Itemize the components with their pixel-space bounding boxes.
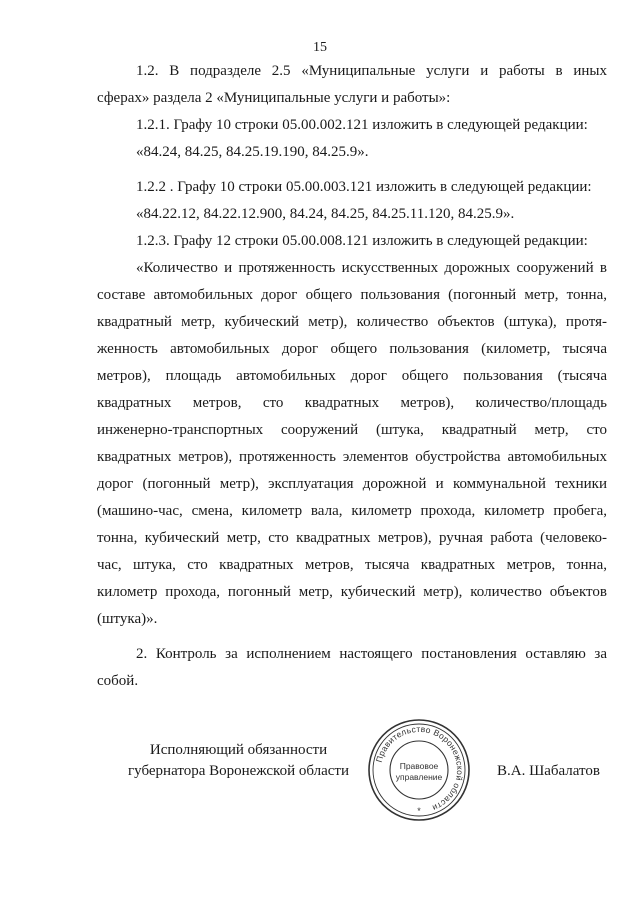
document-body bbox=[97, 58, 607, 695]
paragraph-line: (машино-час, смена, километр вала, километр прохода, километр пробега, bbox=[97, 503, 607, 519]
stamp-ring-text: Правительство Воронежской области bbox=[373, 723, 466, 814]
paragraph-1-2-2-codes: «84.22.12, 84.22.12.900, 84.24, 84.25, 84.25.11.120, 84.25.9». bbox=[136, 206, 515, 222]
paragraph-line: инженерно-транспортных сооружений (штука, квадратный метр, сто bbox=[97, 422, 607, 438]
paragraph-line: километр прохода, погонный метр, кубический метр), количество объектов bbox=[97, 584, 607, 600]
paragraph-line: 1.2. В подразделе 2.5 «Муниципальные услуги и работы в иных bbox=[136, 63, 607, 79]
stamp-seal-graphic bbox=[366, 717, 472, 823]
stamp-center-text: управление bbox=[395, 772, 443, 782]
signatory-position-line: Исполняющий обязанности bbox=[149, 742, 328, 758]
signatory-position-line: губернатора Воронежской области bbox=[128, 763, 349, 779]
paragraph-line: квадратный метр, кубический метр), количество объектов (штука), протя- bbox=[97, 314, 607, 330]
page-number: 15 bbox=[313, 40, 327, 55]
signatory-position bbox=[128, 740, 349, 782]
paragraph-2 bbox=[97, 641, 607, 695]
paragraph-line: час, штука, сто квадратных метров, тысяча квадратных метров, тонна, bbox=[97, 557, 607, 573]
paragraph-line: тонна, кубический метр, сто квадратных метров), ручная работа (человеко- bbox=[97, 530, 607, 546]
paragraph-line: «Количество и протяженность искусственных дорожных сооружений в bbox=[136, 260, 607, 276]
paragraph-line: 2. Контроль за исполнением настоящего постановления оставляю за bbox=[136, 646, 607, 662]
paragraph-line: собой. bbox=[97, 673, 139, 689]
paragraph-line: квадратных метров), протяженность элементов обустройства автомобильных bbox=[97, 449, 607, 465]
official-stamp bbox=[366, 717, 472, 823]
paragraph-line: метров), площадь автомобильных дорог общего пользования (тысяча bbox=[97, 368, 607, 384]
stamp-center-text: Правовое bbox=[399, 761, 439, 771]
paragraph-1-2-1-title: 1.2.1. Графу 10 строки 05.00.002.121 изложить в следующей редакции: bbox=[136, 117, 588, 133]
paragraph-1-2-1-codes: «84.24, 84.25, 84.25.19.190, 84.25.9». bbox=[136, 144, 369, 160]
paragraph-line: квадратных метров, сто квадратных метров), количество/площадь bbox=[97, 395, 607, 411]
paragraph-1-2-3-title: 1.2.3. Графу 12 строки 05.00.008.121 изложить в следующей редакции: bbox=[136, 233, 588, 249]
paragraph-line: дорог (погонный метр), эксплуатация дорожной и коммунальной техники bbox=[97, 476, 607, 492]
paragraph-1-2 bbox=[97, 58, 607, 112]
paragraph-line: сферах» раздела 2 «Муниципальные услуги и работы»: bbox=[97, 90, 451, 106]
paragraph-line: (штука)». bbox=[97, 611, 158, 627]
paragraph-1-2-2-title: 1.2.2 . Графу 10 строки 05.00.003.121 изложить в следующей редакции: bbox=[136, 179, 592, 195]
stamp-star-icon: * bbox=[417, 806, 421, 816]
signatory-name: В.А. Шабалатов bbox=[497, 763, 600, 779]
paragraph-line: составе автомобильных дорог общего пользования (погонный метр, тонна, bbox=[97, 287, 607, 303]
paragraph-1-2-3-text bbox=[97, 255, 607, 633]
paragraph-line: женность автомобильных дорог общего пользования (километр, тысяча bbox=[97, 341, 607, 357]
